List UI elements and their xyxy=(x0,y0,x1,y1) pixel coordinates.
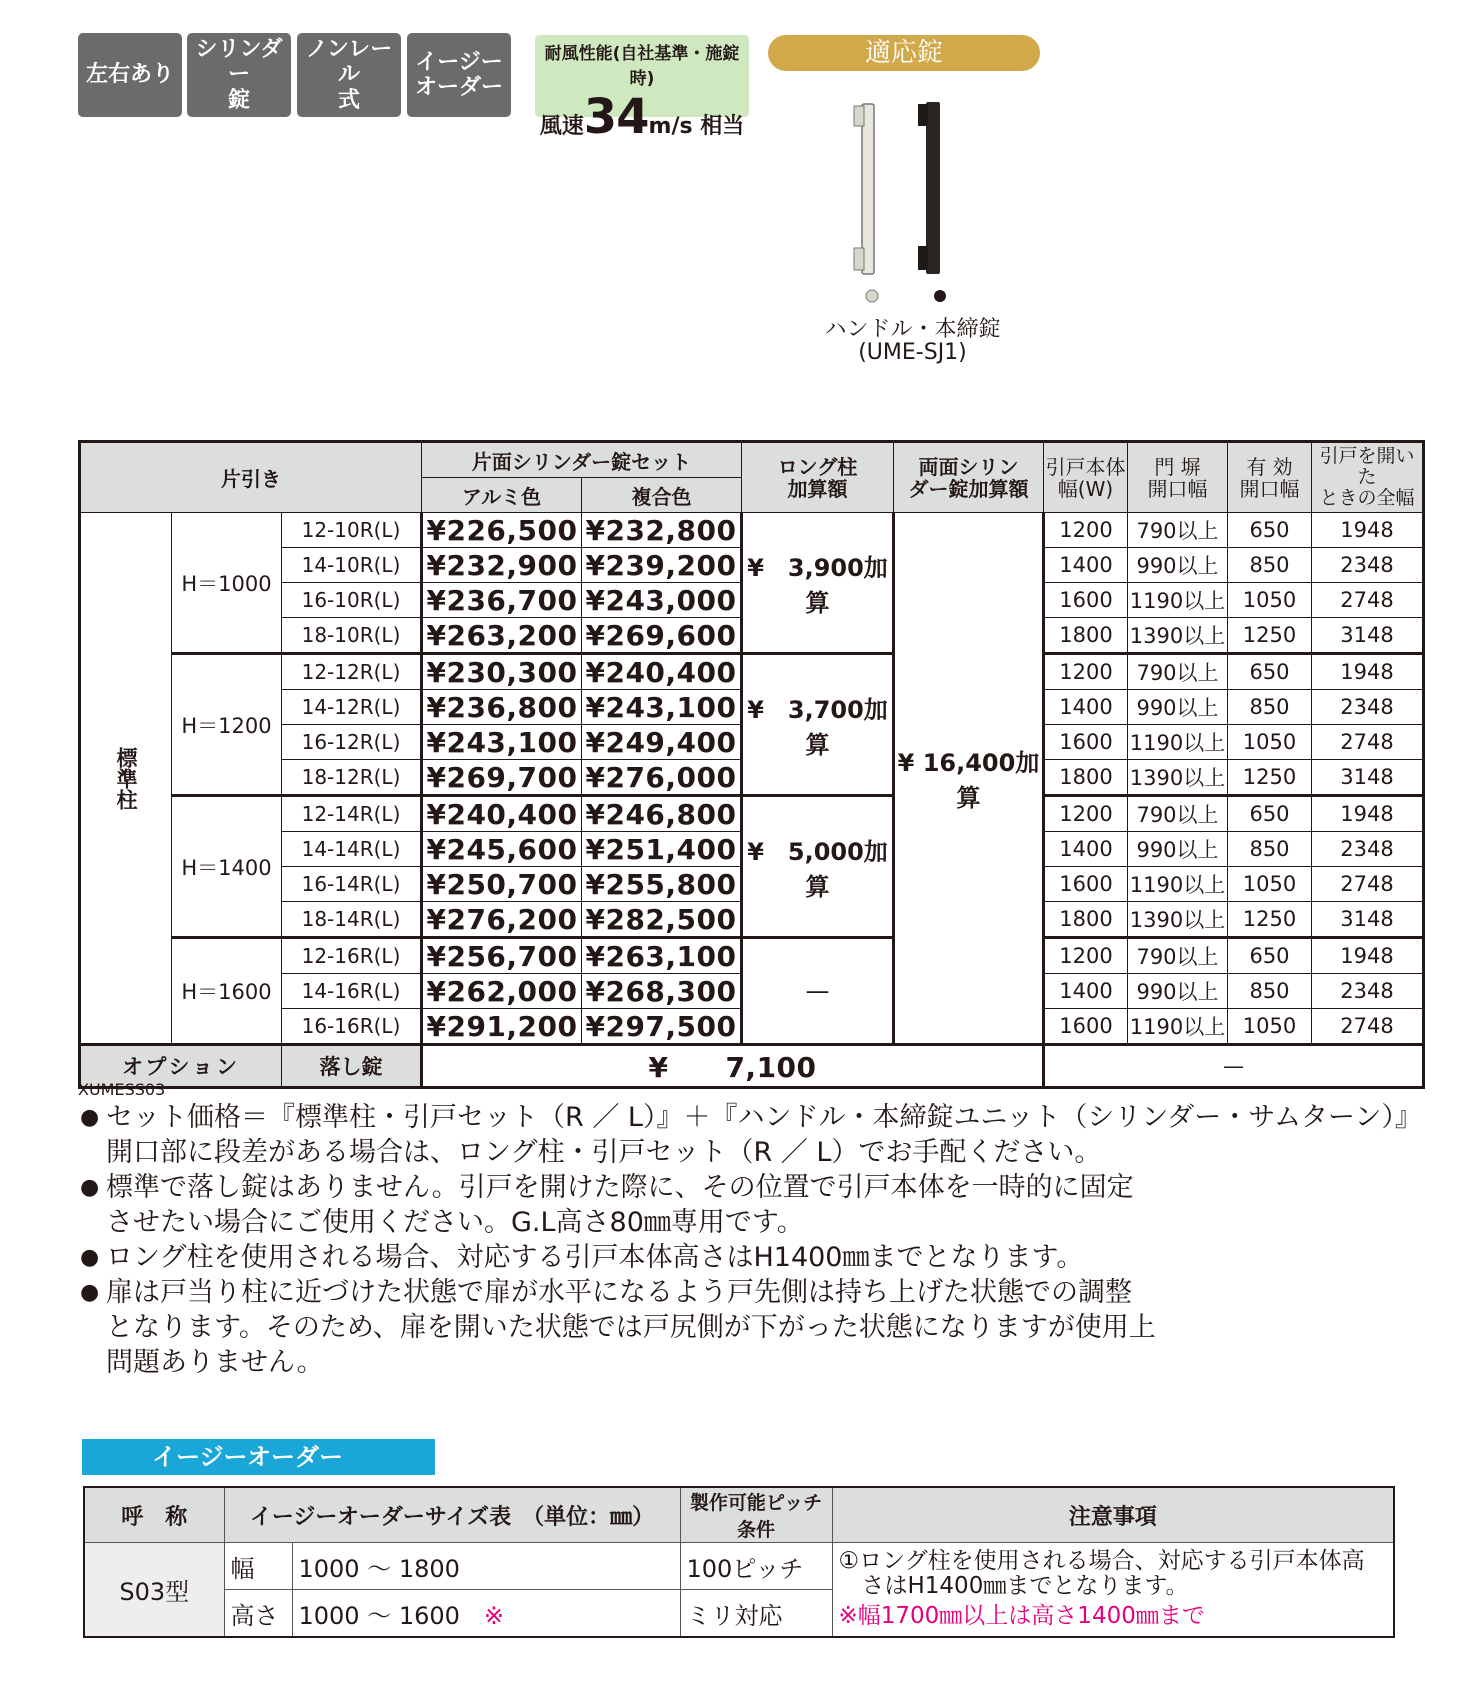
effective-opening-width: 1050 xyxy=(1228,583,1312,618)
model-code: 16-10R(L) xyxy=(282,583,422,618)
eo-note-2: さはH1400㎜までとなります。 xyxy=(838,1573,1189,1600)
wind-value: 34 xyxy=(583,89,649,145)
price-fukugo: ¥249,400 xyxy=(582,725,742,760)
full-width-open: 3148 xyxy=(1312,760,1424,796)
door-width: 1200 xyxy=(1044,513,1128,548)
price-alumi: ¥240,400 xyxy=(422,796,582,832)
full-width-open: 2348 xyxy=(1312,832,1424,867)
price-alumi: ¥256,700 xyxy=(422,938,582,974)
eo-note-1: ①ロング柱を使用される場合、対応する引戸本体高 xyxy=(838,1548,1365,1574)
handle-name: ハンドル・本締錠 xyxy=(824,317,1001,342)
model-code: 12-12R(L) xyxy=(282,654,422,690)
price-fukugo: ¥255,800 xyxy=(582,867,742,902)
door-width: 1600 xyxy=(1044,725,1128,760)
gate-opening-width: 990以上 xyxy=(1128,832,1228,867)
wind-prefix: 風速 xyxy=(539,114,584,139)
note-2 xyxy=(80,1170,1400,1240)
silver-cylinder-icon xyxy=(866,290,878,302)
price-fukugo: ¥246,800 xyxy=(582,796,742,832)
note-4-line-1: ● 扉は戸当り柱に近づけた状態で扉が水平になるよう戸先側は持ち上げた状態での調整 xyxy=(106,1277,1132,1308)
eo-note-3: ※幅1700㎜以上は高さ1400㎜まで xyxy=(838,1602,1205,1629)
fukugo-header: 複合色 xyxy=(582,478,742,513)
long-post-add: ¥ 3,700加算 xyxy=(742,654,894,796)
model-code: 14-10R(L) xyxy=(282,548,422,583)
dark-handle-top xyxy=(918,104,928,126)
effective-width-header: 有 効 開口幅 xyxy=(1228,442,1312,513)
price-fukugo: ¥243,100 xyxy=(582,690,742,725)
effective-opening-width: 1250 xyxy=(1228,760,1312,796)
door-width: 1600 xyxy=(1044,583,1128,618)
full-width-open: 2348 xyxy=(1312,548,1424,583)
effective-opening-width: 650 xyxy=(1228,796,1312,832)
model-code: 14-12R(L) xyxy=(282,690,422,725)
model-code: 16-16R(L) xyxy=(282,1009,422,1045)
price-fukugo: ¥297,500 xyxy=(582,1009,742,1045)
price-alumi: ¥250,700 xyxy=(422,867,582,902)
full-width-open: 1948 xyxy=(1312,938,1424,974)
effective-opening-width: 650 xyxy=(1228,513,1312,548)
eo-width-label: 幅 xyxy=(224,1543,292,1590)
price-alumi: ¥243,100 xyxy=(422,725,582,760)
price-fukugo: ¥239,200 xyxy=(582,548,742,583)
height-label: H＝1200 xyxy=(172,654,282,796)
gate-opening-width: 1190以上 xyxy=(1128,583,1228,618)
post-type-label xyxy=(80,513,172,1045)
note-3-line-1: ● ロング柱を使用される場合、対応する引戸本体高さはH1400㎜までとなります。 xyxy=(106,1242,1084,1273)
door-width: 1800 xyxy=(1044,902,1128,938)
table-row xyxy=(80,938,1424,974)
price-fukugo: ¥240,400 xyxy=(582,654,742,690)
option-label: オプション xyxy=(80,1045,282,1088)
gate-opening-width: 990以上 xyxy=(1128,974,1228,1009)
eo-height-label: 高さ xyxy=(224,1590,292,1638)
gate-opening-width: 790以上 xyxy=(1128,513,1228,548)
price-fukugo: ¥276,000 xyxy=(582,760,742,796)
eo-note-header: 注意事項 xyxy=(832,1487,1394,1543)
model-code: 14-14R(L) xyxy=(282,832,422,867)
door-width: 1400 xyxy=(1044,974,1128,1009)
long-post-add: ¥ 5,000加算 xyxy=(742,796,894,938)
full-width-header: 引戸を開いた ときの全幅 xyxy=(1312,442,1424,513)
door-width: 1200 xyxy=(1044,796,1128,832)
full-width-open: 3148 xyxy=(1312,902,1424,938)
price-alumi: ¥230,300 xyxy=(422,654,582,690)
door-width: 1400 xyxy=(1044,832,1128,867)
price-alumi: ¥263,200 xyxy=(422,618,582,654)
door-width: 1800 xyxy=(1044,618,1128,654)
price-alumi: ¥245,600 xyxy=(422,832,582,867)
long-post-header: ロング柱 加算額 xyxy=(742,442,894,513)
alumi-header: アルミ色 xyxy=(422,478,582,513)
table-row xyxy=(80,513,1424,548)
double-cylinder-add: ¥ 16,400加算 xyxy=(894,513,1044,1045)
note-1-line-2: 開口部に段差がある場合は、ロング柱・引戸セット（R ／ L）でお手配ください。 xyxy=(106,1137,1102,1168)
handle-model: (UME-SJ1) xyxy=(858,340,967,365)
price-alumi: ¥232,900 xyxy=(422,548,582,583)
note-4-line-3: 問題ありません。 xyxy=(106,1347,324,1378)
door-width: 1600 xyxy=(1044,867,1128,902)
door-width: 1400 xyxy=(1044,690,1128,725)
post-type-text: 標準柱 xyxy=(114,746,138,810)
full-width-open: 2348 xyxy=(1312,974,1424,1009)
door-width: 1200 xyxy=(1044,654,1128,690)
full-width-open: 1948 xyxy=(1312,654,1424,690)
price-fukugo: ¥269,600 xyxy=(582,618,742,654)
full-width-open: 1948 xyxy=(1312,796,1424,832)
wind-title: 耐風性能(自社基準・施錠時) xyxy=(544,44,740,89)
dark-cylinder-icon xyxy=(934,290,946,302)
gate-width-header: 門 塀 開口幅 xyxy=(1128,442,1228,513)
long-post-add: — xyxy=(742,938,894,1045)
model-code: 14-16R(L) xyxy=(282,974,422,1009)
eo-model: S03型 xyxy=(84,1543,224,1638)
badge-left-right: 左右あり xyxy=(78,33,182,117)
eo-notes xyxy=(832,1543,1394,1638)
notes xyxy=(80,1100,1422,1380)
price-fukugo: ¥268,300 xyxy=(582,974,742,1009)
full-width-open: 2748 xyxy=(1312,583,1424,618)
option-price: ¥ 7,100 xyxy=(422,1045,1044,1088)
easy-order-table xyxy=(83,1486,1395,1638)
eo-height-cell xyxy=(292,1590,680,1638)
model-code: 12-10R(L) xyxy=(282,513,422,548)
effective-opening-width: 650 xyxy=(1228,654,1312,690)
option-item: 落し錠 xyxy=(282,1045,422,1088)
model-code: 12-14R(L) xyxy=(282,796,422,832)
dark-handle-bar xyxy=(926,102,940,274)
price-alumi: ¥291,200 xyxy=(422,1009,582,1045)
effective-opening-width: 1050 xyxy=(1228,725,1312,760)
eo-pitch-header: 製作可能ピッチ条件 xyxy=(680,1487,832,1543)
product-code: XUMESS03 xyxy=(78,1080,166,1099)
height-label: H＝1000 xyxy=(172,513,282,654)
full-width-open: 1948 xyxy=(1312,513,1424,548)
eo-pitch-2: ミリ対応 xyxy=(680,1590,832,1638)
option-rest: — xyxy=(1044,1045,1424,1088)
silver-handle-top xyxy=(854,106,864,126)
eo-height-mark: ※ xyxy=(483,1601,505,1630)
price-alumi: ¥226,500 xyxy=(422,513,582,548)
price-fukugo: ¥251,400 xyxy=(582,832,742,867)
full-width-open: 2748 xyxy=(1312,1009,1424,1045)
eo-width-range: 1000 ～ 1800 xyxy=(292,1543,680,1590)
model-code: 16-14R(L) xyxy=(282,867,422,902)
model-code: 18-10R(L) xyxy=(282,618,422,654)
model-code: 18-12R(L) xyxy=(282,760,422,796)
full-width-open: 2748 xyxy=(1312,725,1424,760)
badge-easy-order: イージー オーダー xyxy=(407,33,511,117)
gate-opening-width: 1190以上 xyxy=(1128,1009,1228,1045)
full-width-open: 3148 xyxy=(1312,618,1424,654)
eo-height-range: 1000 ～ 1600 xyxy=(298,1601,460,1630)
double-cylinder-header: 両面シリン ダー錠加算額 xyxy=(894,442,1044,513)
dark-handle-bottom xyxy=(918,246,928,270)
price-fukugo: ¥282,500 xyxy=(582,902,742,938)
height-label: H＝1400 xyxy=(172,796,282,938)
table-row xyxy=(80,796,1424,832)
height-label: H＝1600 xyxy=(172,938,282,1045)
note-2-line-2: させたい場合にご使用ください。G.L高さ80㎜専用です。 xyxy=(106,1207,804,1238)
note-3 xyxy=(80,1240,1400,1275)
price-alumi: ¥269,700 xyxy=(422,760,582,796)
price-fukugo: ¥263,100 xyxy=(582,938,742,974)
model-code: 12-16R(L) xyxy=(282,938,422,974)
silver-handle-bottom xyxy=(854,248,864,270)
model-code: 16-12R(L) xyxy=(282,725,422,760)
price-table xyxy=(78,440,1425,1089)
effective-opening-width: 1250 xyxy=(1228,618,1312,654)
price-alumi: ¥236,700 xyxy=(422,583,582,618)
price-fukugo: ¥243,000 xyxy=(582,583,742,618)
badge-non-rail: ノンレール 式 xyxy=(297,33,401,117)
note-2-line-1: ● 標準で落し錠はありません。引戸を開けた際に、その位置で引戸本体を一時的に固定 xyxy=(106,1172,1134,1203)
long-post-add: ¥ 3,900加算 xyxy=(742,513,894,654)
gate-opening-width: 1390以上 xyxy=(1128,760,1228,796)
wind-unit: m/s 相当 xyxy=(648,114,745,139)
gate-opening-width: 1190以上 xyxy=(1128,867,1228,902)
door-width: 1600 xyxy=(1044,1009,1128,1045)
price-alumi: ¥262,000 xyxy=(422,974,582,1009)
note-1-line-1: ● セット価格＝『標準柱・引戸セット（R ／ L）』＋『ハンドル・本締錠ユニット（シリンダー・サムターン）』 xyxy=(106,1102,1422,1133)
eo-size-header: イージーオーダーサイズ表 （単位：㎜） xyxy=(224,1487,680,1543)
model-code: 18-14R(L) xyxy=(282,902,422,938)
gate-opening-width: 1190以上 xyxy=(1128,725,1228,760)
set-header: 片面シリンダー錠セット xyxy=(422,442,742,478)
full-width-open: 2348 xyxy=(1312,690,1424,725)
easy-order-title: イージーオーダー xyxy=(82,1439,435,1475)
gate-opening-width: 990以上 xyxy=(1128,690,1228,725)
door-width: 1400 xyxy=(1044,548,1128,583)
width-header: 引戸本体 幅(W) xyxy=(1044,442,1128,513)
effective-opening-width: 1050 xyxy=(1228,867,1312,902)
effective-opening-width: 1050 xyxy=(1228,1009,1312,1045)
gate-opening-width: 790以上 xyxy=(1128,938,1228,974)
gate-opening-width: 1390以上 xyxy=(1128,902,1228,938)
gate-opening-width: 1390以上 xyxy=(1128,618,1228,654)
effective-opening-width: 850 xyxy=(1228,690,1312,725)
gate-opening-width: 790以上 xyxy=(1128,796,1228,832)
badge-cylinder-lock: シリンダー 錠 xyxy=(187,33,291,117)
full-width-open: 2748 xyxy=(1312,867,1424,902)
eo-name-header: 呼 称 xyxy=(84,1487,224,1543)
eo-pitch-1: 100ピッチ xyxy=(680,1543,832,1590)
effective-opening-width: 850 xyxy=(1228,548,1312,583)
effective-opening-width: 850 xyxy=(1228,832,1312,867)
door-width: 1800 xyxy=(1044,760,1128,796)
gate-opening-width: 990以上 xyxy=(1128,548,1228,583)
note-4-line-2: となります。そのため、扉を開いた状態では戸尻側が下がった状態になりますが使用上 xyxy=(106,1312,1156,1343)
handle-image xyxy=(850,98,960,308)
gate-opening-width: 790以上 xyxy=(1128,654,1228,690)
price-alumi: ¥276,200 xyxy=(422,902,582,938)
note-4 xyxy=(80,1275,1400,1380)
type-header: 片引き xyxy=(80,442,422,513)
effective-opening-width: 850 xyxy=(1228,974,1312,1009)
table-row xyxy=(80,654,1424,690)
note-1 xyxy=(80,1100,1422,1170)
compatible-lock-label: 適応錠 xyxy=(768,35,1040,71)
effective-opening-width: 1250 xyxy=(1228,902,1312,938)
door-width: 1200 xyxy=(1044,938,1128,974)
wind-resistance-badge xyxy=(535,35,749,145)
price-alumi: ¥236,800 xyxy=(422,690,582,725)
effective-opening-width: 650 xyxy=(1228,938,1312,974)
price-fukugo: ¥232,800 xyxy=(582,513,742,548)
